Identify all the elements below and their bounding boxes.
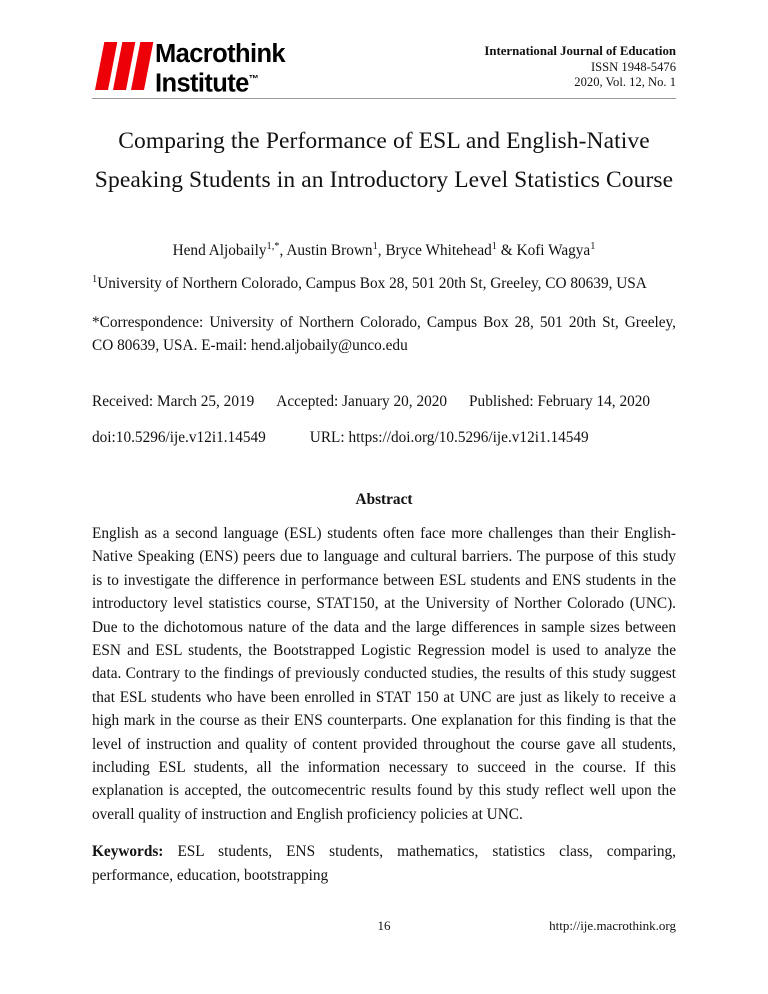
page-number: 16 (377, 918, 391, 933)
affiliation (92, 273, 676, 295)
doi-text: doi:10.5296/ije.v12i1.14549 (92, 429, 266, 446)
doi-url-link[interactable]: URL: https://doi.org/10.5296/ije.v12i1.14549 (309, 429, 589, 446)
author-name-2: Austin Brown (286, 242, 373, 259)
page-content (92, 0, 676, 887)
abstract-body: English as a second language (ESL) students often face more challenges than their English-Native Speaking (ENS) peers due to language and cultural barriers. The purpose of this study is to investigate the difference in performance between ESL students and ENS students in the introductory level statistics course, STAT150, at the University of Norther Colorado (UNC). Due to the dichotomous nature of the data and the large differences in sample sizes between ESN and ESL students, the Bootstrapped Logistic Regression model is used to analyze the data. Contrary to the findings of previously conducted studies, the results of this study suggest that ESL students who have been enrolled in STAT 150 at UNC are just as likely to receive a high mark in the course as their ENS counterparts. One explanation for this finding is that the level of instruction and quality of content provided throughout the course gave all students, including ESL students, all the information necessary to succeed in the course. If this explanation is accepted, the outcomecentric results found by this study reflect well upon the overall quality of instruction and English proficiency policies at UNC. (92, 525, 676, 823)
logo-wordmark (155, 42, 285, 97)
affiliation-text: University of Northern Colorado, Campus Box 28, 501 20th St, Greeley, CO 80639, USA (97, 275, 647, 292)
author-sup-1: 1,* (266, 240, 280, 252)
author-separator: , (279, 242, 287, 259)
author-separator: , (377, 242, 386, 259)
author-sup-3: 1 (491, 240, 497, 252)
keywords-label: Keywords: (92, 843, 164, 861)
journal-volume: 2020, Vol. 12, No. 1 (574, 75, 676, 89)
publication-dates (92, 390, 676, 413)
correspondence: *Correspondence: University of Northern Colorado, Campus Box 28, 501 20th St, Greeley, CO 80639, USA. E-mail: hend.aljobaily@unco.edu (92, 314, 676, 354)
affiliation-sup: 1 (92, 273, 98, 285)
received-date: Received: March 25, 2019 (92, 393, 255, 410)
author-separator: & (496, 242, 517, 259)
trademark-icon: ™ (248, 74, 259, 85)
published-date: Published: February 14, 2020 (469, 393, 651, 410)
author-sup-4: 1 (590, 240, 596, 252)
logo-line-macrothink: Macrothink (155, 40, 286, 68)
abstract-heading: Abstract (355, 491, 413, 508)
author-sup-2: 1 (372, 240, 378, 252)
author-name-3: Bryce Whitehead (385, 242, 492, 259)
keywords-list: ESL students, ENS students, mathematics, statistics class, comparing, performance, education, bootstrapping (92, 843, 676, 884)
journal-website-link[interactable]: http://ije.macrothink.org (549, 918, 676, 933)
journal-issn: ISSN 1948-5476 (590, 59, 676, 74)
author-list (92, 240, 676, 262)
keywords (92, 840, 676, 887)
macrothink-logo (92, 42, 285, 97)
accepted-date: Accepted: January 20, 2020 (276, 393, 448, 410)
journal-meta (484, 44, 676, 91)
logo-line-institute (155, 67, 285, 97)
logo-institute-text: Institute (155, 69, 249, 98)
macrothink-m-mark-icon (92, 42, 148, 90)
page-title: Comparing the Performance of ESL and English-Native Speaking Students in an Introductory Level Statistics Course (94, 128, 674, 193)
masthead (92, 42, 676, 100)
journal-title: International Journal of Education (484, 44, 676, 58)
masthead-divider (92, 98, 676, 99)
author-name-4: Kofi Wagya (516, 242, 591, 259)
author-name-1: Hend Aljobaily (172, 242, 267, 259)
doi-line (92, 426, 676, 449)
